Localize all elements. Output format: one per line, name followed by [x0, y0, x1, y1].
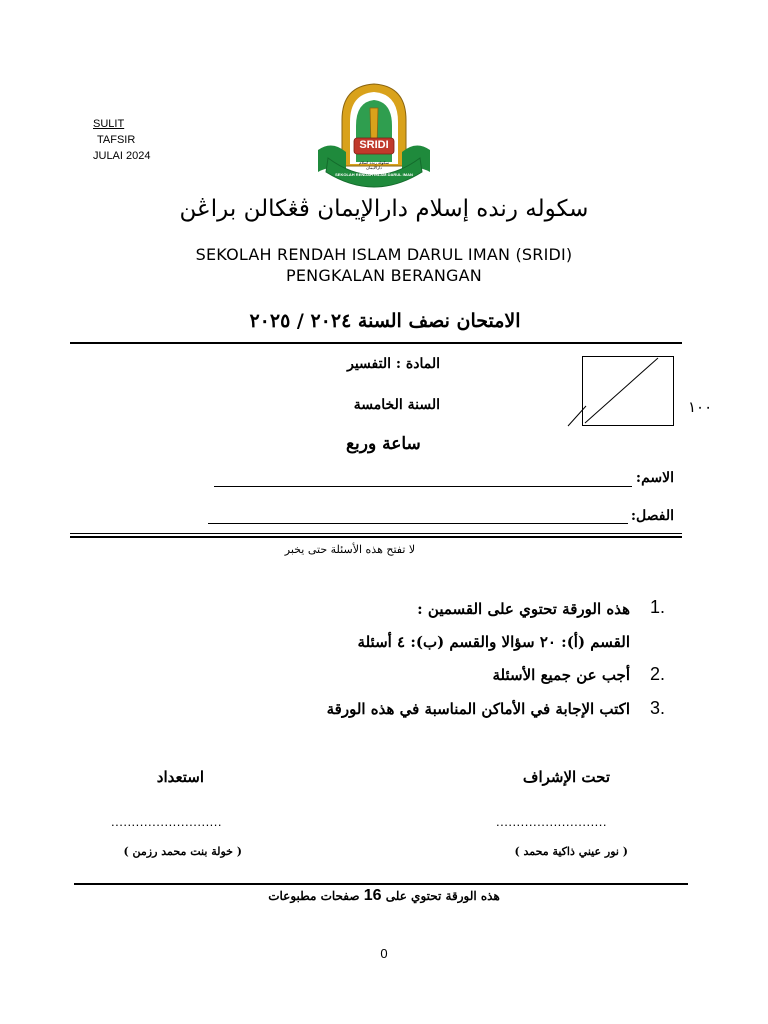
logo-text: SRIDI	[359, 139, 389, 151]
logo-arch-text: سکوله رنده اسلام دارالايمان	[358, 160, 390, 170]
page-number: 0	[380, 946, 388, 961]
prepared-label: استعداد	[156, 768, 204, 786]
page-count-after: صفحات مطبوعات	[268, 889, 360, 903]
instruction-number-3: 3.	[650, 698, 666, 718]
supervisor-name: ( نور عيني ذاكية محمد )	[514, 845, 628, 858]
name-input-line[interactable]	[214, 486, 632, 487]
supervision-label: تحت الإشراف	[522, 768, 610, 786]
score-box-diagonal	[583, 357, 673, 425]
footer-divider	[74, 883, 688, 885]
page-count-number: 16	[363, 887, 382, 904]
exam-subject: المادة : التفسير	[347, 356, 440, 372]
preparer-name: ( خولة بنت محمد رزمن )	[123, 845, 242, 858]
exam-date: JULAI 2024	[93, 150, 151, 162]
score-slash-extension	[566, 404, 588, 428]
instruction-number-1: 1.	[650, 597, 666, 617]
name-label: الاسم:	[635, 470, 674, 486]
info-divider-thick	[70, 536, 682, 538]
top-divider	[70, 342, 682, 344]
exam-notice: لا تفتح هذه الأسئلة حتى يخبر	[284, 543, 416, 556]
classification-label: SULIT	[93, 118, 125, 130]
school-name-jawi: سكوله رنده إسلام دارالإيمان ڤڠكالن براڠن	[179, 196, 589, 222]
school-name-line2: PENGKALAN BERANGAN	[286, 266, 482, 285]
school-name-line1: SEKOLAH RENDAH ISLAM DARUL IMAN (SRIDI)	[195, 245, 573, 264]
exam-year: السنة الخامسة	[353, 397, 440, 413]
logo-ribbon-text: SEKOLAH RENDAH ISLAM DARUL IMAN	[335, 172, 413, 177]
subject-code: TAFSIR	[97, 134, 136, 146]
class-label: الفصل:	[630, 508, 674, 524]
info-divider-thin	[70, 533, 682, 534]
exam-title: الامتحان نصف السنة ٢٠٢٤ / ٢٠٢٥	[249, 310, 521, 332]
instruction-text-3: اكتب الإجابة في الأماكن المناسبة في هذه الورقة	[326, 700, 630, 718]
exam-duration: ساعة وربع	[346, 434, 421, 454]
header-info	[93, 116, 150, 164]
instruction-text-1: هذه الورقة تحتوي على القسمين :	[417, 600, 630, 618]
total-marks: ١٠٠	[688, 398, 713, 416]
school-logo	[312, 80, 436, 192]
page-count-before: هذه الورقة تحتوي على	[385, 889, 500, 903]
class-input-line[interactable]	[208, 523, 628, 524]
score-box	[582, 356, 674, 426]
instruction-text-2: أجب عن جميع الأسئلة	[492, 666, 630, 684]
page-count-note	[150, 887, 618, 905]
instruction-number-2: 2.	[650, 664, 666, 684]
supervisor-signature-line: ...........................	[496, 814, 608, 829]
instruction-text-1b: القسم (أ): ٢٠ سؤالا والقسم (ب): ٤ أسئلة	[357, 633, 630, 651]
preparer-signature-line: ...........................	[111, 814, 223, 829]
